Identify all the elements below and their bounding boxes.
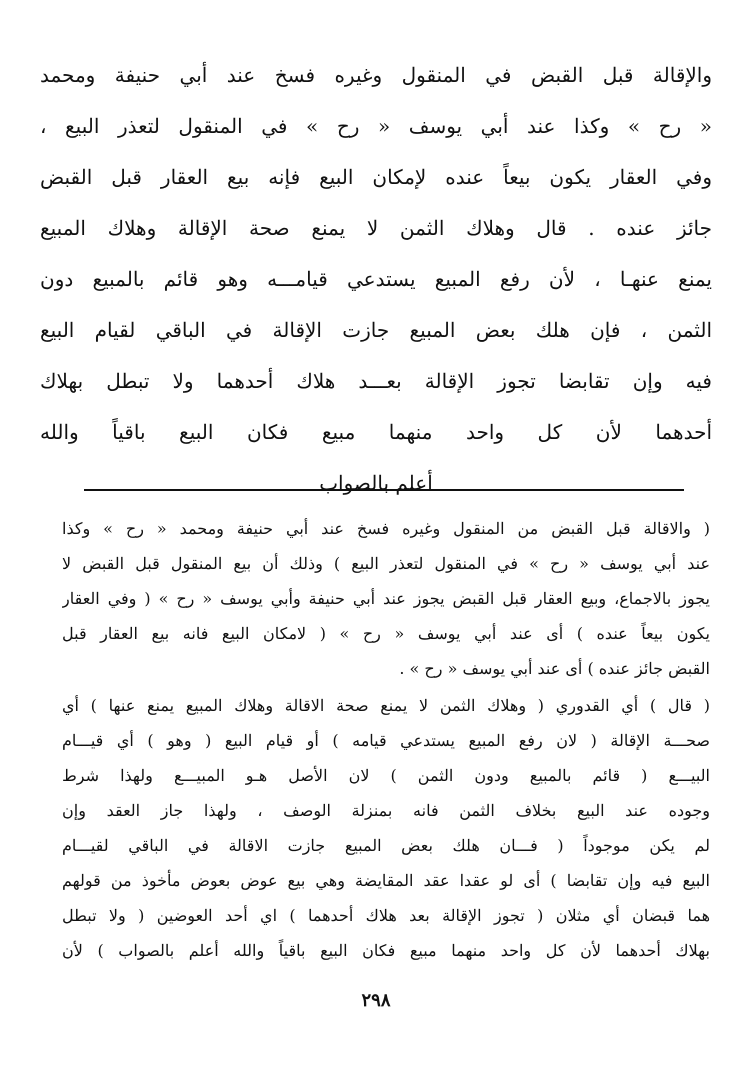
commentary-line: يكون بيعاً عنده ) أى عند أبي يوسف « رح » ( لامكان البيع فانه بيع العقار قبل: [62, 624, 710, 643]
main-text-line: جائز عنده . قال وهلاك الثمن لا يمنع صحة الإقالة وهلاك المبيع: [40, 216, 712, 240]
commentary-paragraph-2: [62, 688, 710, 968]
main-text-line: يمنع عنهـا ، لأن رفع المبيع يستدعي قيامـــه وهو قائم بالمبيع دون: [40, 267, 712, 291]
commentary-line: البيـــع ( قائم بالمبيع ودون الثمن ) لان الأصل هـو المبيـــع ولهذا شرط: [62, 766, 710, 785]
main-text-line: أحدهما لأن كل واحد منهما مبيع فكان البيع باقياً والله: [40, 420, 712, 444]
commentary-line: وجوده عند البيع بخلاف الثمن فانه بمنزلة الوصف ، ولهذا جاز العقد وإن: [62, 801, 710, 820]
commentary-line: القبض جائز عنده ) أى عند أبي يوسف « رح » .: [399, 659, 710, 678]
main-text-line: أعلم بالصواب: [319, 471, 433, 495]
main-text-line: فيه وإن تقابضا تجوز الإقالة بعـــد هلاك أحدهما ولا تبطل بهلاك: [40, 369, 712, 393]
separator-rule: [84, 489, 684, 491]
commentary-line: البيع فيه وإن تقابضا ) أى لو عقدا عقد المقايضة وهي بيع عوض بعوض مأخوذ من قولهم: [62, 871, 710, 890]
commentary-line: بهلاك أحدهما لأن كل واحد منهما مبيع فكان البيع باقياً والله أعلم بالصواب ) لأن: [62, 941, 710, 960]
main-text-line: وفي العقار يكون بيعاً عنده لإمكان البيع فإنه بيع العقار قبل القبض: [40, 165, 712, 189]
commentary-paragraph-1: [62, 511, 710, 686]
commentary-line: عند أبي يوسف « رح » في المنقول لتعذر البيع ) وذلك أن بيع المنقول قبل القبض لا: [62, 554, 710, 573]
main-text-line: « رح » وكذا عند أبي يوسف « رح » في المنقول لتعذر البيع ،: [40, 114, 712, 138]
main-text-line: والإقالة قبل القبض في المنقول وغيره فسخ عند أبي حنيفة ومحمد: [40, 63, 712, 87]
commentary-line: لم يكن موجوداً ( فـــان هلك بعض المبيع جازت الاقالة في الباقي لقيـــام: [62, 836, 710, 855]
page-number: ٢٩٨: [361, 990, 391, 1011]
commentary-line: هما قبضان أي مثلان ( تجوز الإقالة بعد هلاك أحدهما ) اي أحد العوضين ( ولا تبطل: [62, 906, 710, 925]
main-text-block: [40, 50, 712, 509]
commentary-line: صحـــة الإقالة ( لان رفع المبيع يستدعي قيامه ) أو قيام البيع ( وهو ) أي قيـــام: [62, 731, 710, 750]
main-text-line: الثمن ، فإن هلك بعض المبيع جازت الإقالة في الباقي لقيام البيع: [40, 318, 712, 342]
commentary-line: ( قال ) أي القدوري ( وهلاك الثمن لا يمنع صحة الاقالة وهلاك المبيع يمنع عنها ) أي: [62, 696, 710, 715]
commentary-line: ( والاقالة قبل القبض من المنقول وغيره فسخ عند أبي حنيفة ومحمد « رح » وكذا: [62, 519, 710, 538]
commentary-line: يجوز بالاجماع، وبيع العقار قبل القبض يجوز عند أبي حنيفة وأبي يوسف « رح » ( وفي العقار: [62, 589, 710, 608]
